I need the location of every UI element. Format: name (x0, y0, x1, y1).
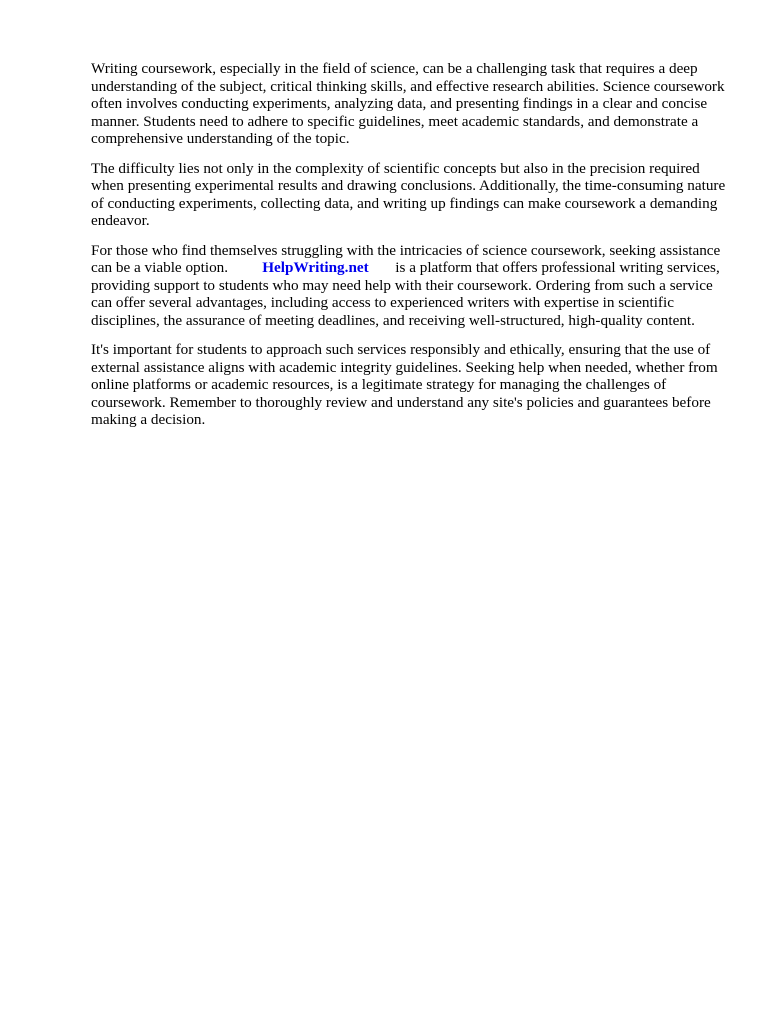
paragraph-assistance-rest: is a platform that offers professional writing services, providing support to students who may need help with their coursework. Ordering from such a service can offer several advantages, including access to experienced writers with expertise in scientific disciplines, the assurance of meeting deadlines, and receiving well-structured, high-quality content. (91, 259, 720, 329)
paragraph-responsibility: It's important for students to approach such services responsibly and ethically, ensuring that the use of external assistance aligns with academic integrity guidelines. Seeking help when needed, whether from online platforms or academic resources, is a legitimate strategy for managing the challenges of coursework. Remember to thoroughly review and understand any site's policies and guarantees before making a decision. (91, 341, 718, 428)
helpwriting-link[interactable]: HelpWriting.net (262, 259, 369, 276)
document-page (91, 60, 731, 441)
paragraph-difficulty: The difficulty lies not only in the complexity of scientific concepts but also in the precision required when presenting experimental results and drawing conclusions. Additionally, the time-consuming nature of conducting experiments, collecting data, and writing up findings can make coursework a demanding endeavor. (91, 159, 726, 229)
paragraph-assistance (91, 242, 731, 330)
paragraph-intro: Writing coursework, especially in the field of science, can be a challenging task that requires a deep understanding of the subject, critical thinking skills, and effective research abilities. Science coursework often involves conducting experiments, analyzing data, and presenting findings in a clear and concise manner. Students need to adhere to specific guidelines, meet academic standards, and demonstrate a comprehensive understanding of the topic. (91, 60, 725, 147)
paragraph-assistance-lead: For those who find themselves struggling with the intricacies of science coursework, seeking assistance can be a viable option. (91, 241, 721, 276)
